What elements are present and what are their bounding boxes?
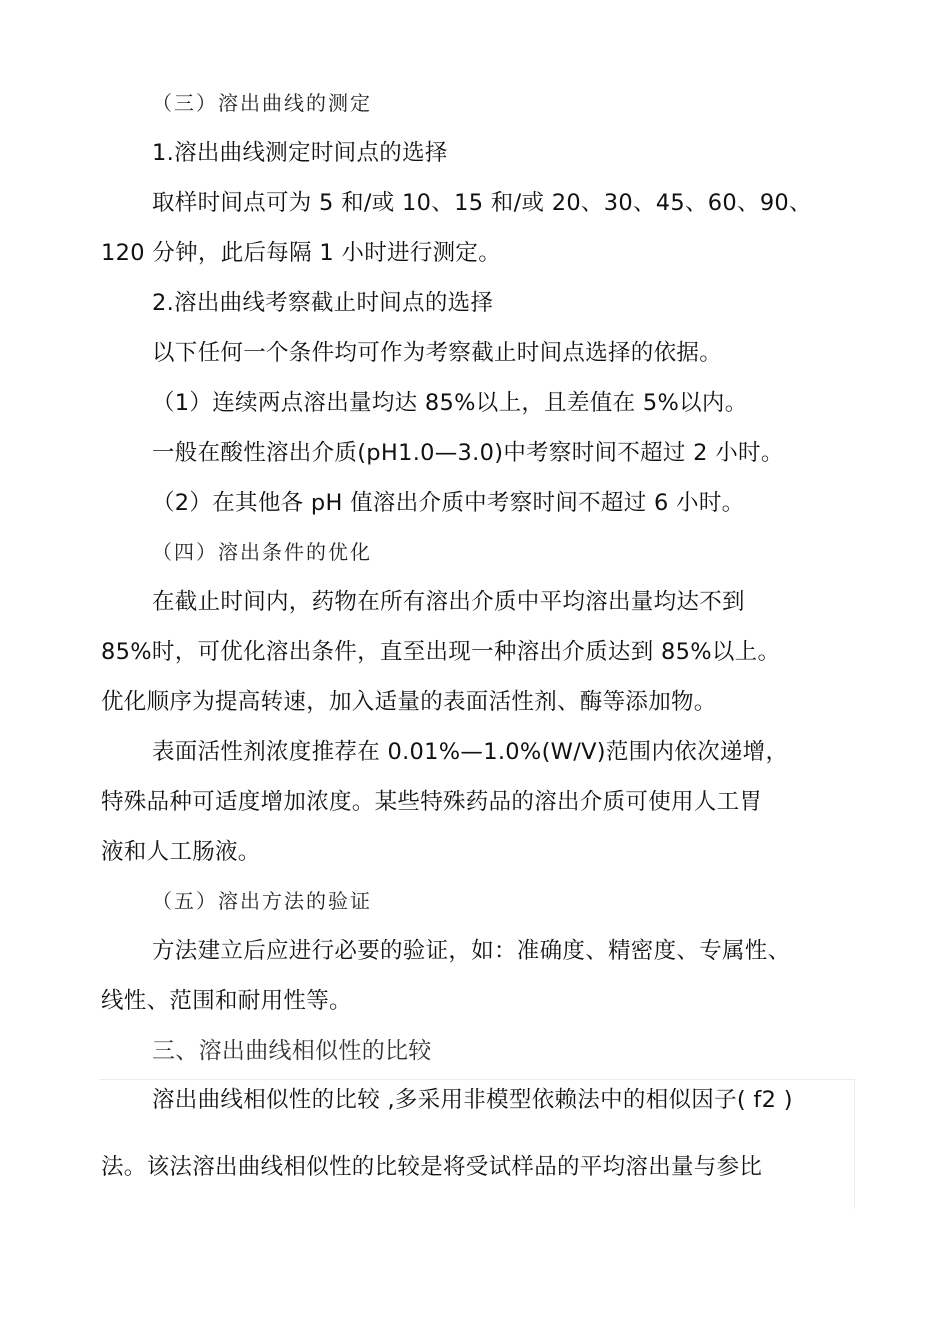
paragraph-line: 方法建立后应进行必要的验证，如：准确度、精密度、专属性、	[152, 938, 791, 964]
paragraph-line: 取样时间点可为 5 和/或 10、15 和/或 20、30、45、60、90、	[152, 190, 812, 216]
paragraph-line: 优化顺序为提高转速，加入适量的表面活性剂、酶等添加物。	[101, 689, 717, 715]
paragraph-line: 线性、范围和耐用性等。	[101, 988, 352, 1014]
paragraph-line: 溶出曲线相似性的比较 ,多采用非模型依赖法中的相似因子( f2 )	[152, 1087, 793, 1113]
paragraph-line: 液和人工肠液。	[101, 839, 261, 865]
paragraph-line: 一般在酸性溶出介质(pH1.0—3.0)中考察时间不超过 2 小时。	[152, 440, 784, 466]
divider-top	[99, 1079, 855, 1080]
paragraph-line: 在截止时间内，药物在所有溶出介质中平均溶出量均达不到	[152, 589, 745, 615]
paragraph-line: 表面活性剂浓度推荐在 0.01%—1.0%(W/V)范围内依次递增，	[152, 739, 789, 765]
section-heading-3: （三）溶出曲线的测定	[152, 91, 372, 115]
paragraph-line: 特殊品种可适度增加浓度。某些特殊药品的溶出介质可使用人工胃	[101, 789, 763, 815]
section-heading-4: （四）溶出条件的优化	[152, 540, 372, 564]
section-heading-5: （五）溶出方法的验证	[152, 889, 372, 913]
paragraph-line: 以下任何一个条件均可作为考察截止时间点选择的依据。	[152, 340, 723, 366]
subheading-2: 2.溶出曲线考察截止时间点的选择	[152, 290, 494, 316]
divider-right	[854, 1079, 855, 1209]
subheading-1: 1.溶出曲线测定时间点的选择	[152, 140, 448, 166]
condition-item-1: （1）连续两点溶出量均达 85%以上，且差值在 5%以内。	[152, 390, 748, 416]
paragraph-line: 法。该法溶出曲线相似性的比较是将受试样品的平均溶出量与参比	[101, 1154, 763, 1180]
paragraph-line: 85%时，可优化溶出条件，直至出现一种溶出介质达到 85%以上。	[101, 639, 781, 665]
condition-item-2: （2）在其他各 pH 值溶出介质中考察时间不超过 6 小时。	[152, 490, 745, 516]
paragraph-line: 120 分钟，此后每隔 1 小时进行测定。	[101, 240, 502, 266]
chapter-heading-3: 三、溶出曲线相似性的比较	[152, 1038, 432, 1064]
